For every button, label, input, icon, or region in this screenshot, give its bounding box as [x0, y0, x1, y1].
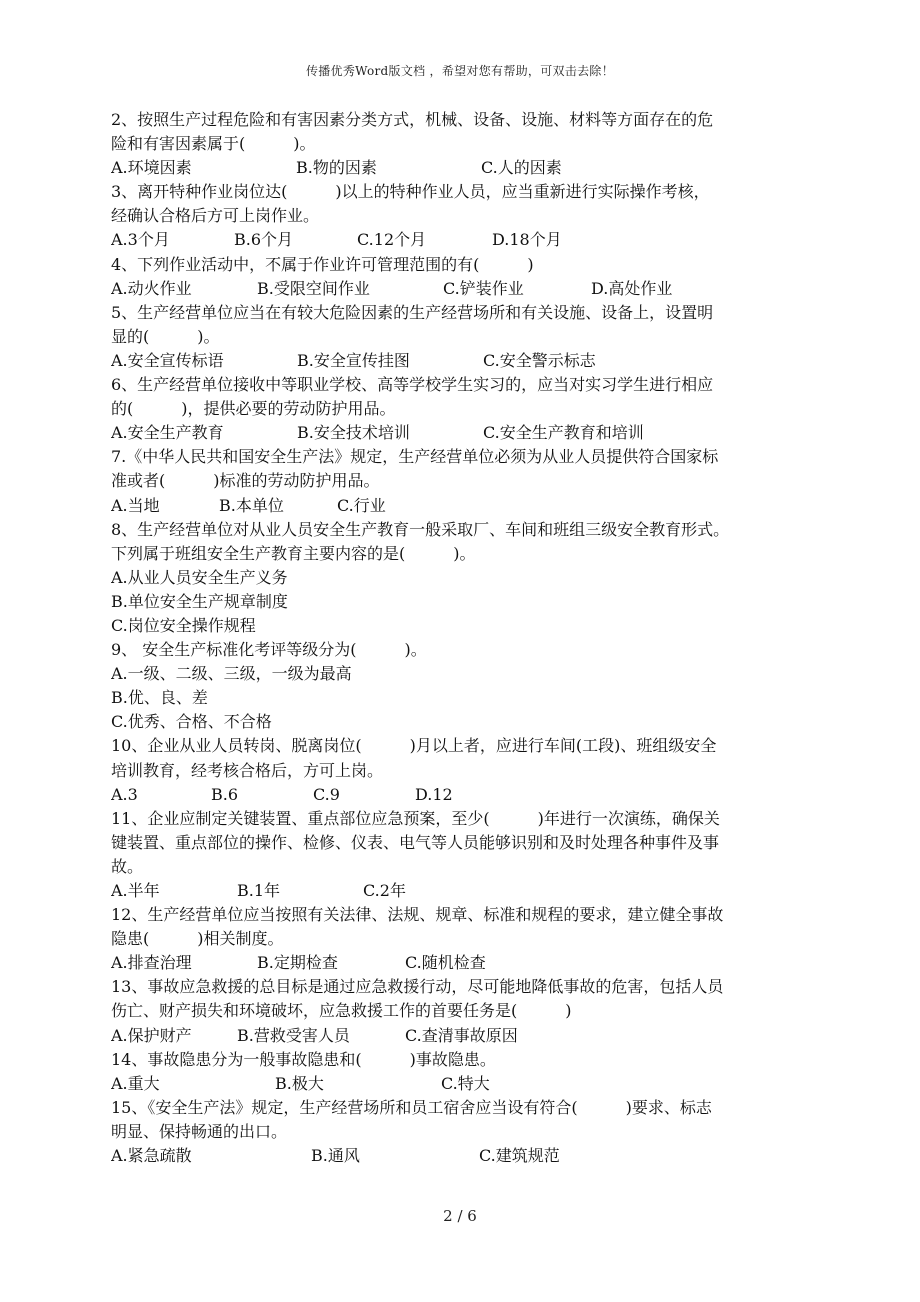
answer-options [111, 228, 815, 252]
answer-option: B.安全技术培训 [297, 423, 410, 443]
question-stem-continued: 准或者( )标准的劳动防护用品。 [111, 471, 380, 491]
answer-option: B.本单位 [219, 495, 284, 515]
question-stem-continued: 险和有害因素属于( )。 [111, 134, 316, 154]
answer-options [111, 156, 815, 180]
answer-option: A.3个月 [111, 230, 170, 250]
question-item [111, 373, 815, 445]
question-stem: 14、事故隐患分为一般事故隐患和( )事故隐患。 [111, 1049, 496, 1069]
answer-option: B.极大 [275, 1073, 324, 1093]
answer-option: C.岗位安全操作规程 [111, 615, 256, 635]
question-stem: 10、企业从业人员转岗、脱离岗位( )月以上者，应进行车间(工段)、班组级安全 [111, 736, 717, 756]
answer-option: C.人的因素 [481, 158, 562, 178]
answer-option: C.建筑规范 [479, 1146, 560, 1166]
answer-option: B.1年 [237, 881, 281, 900]
answer-option: C.9 [313, 784, 340, 804]
answer-option: C.特大 [441, 1073, 490, 1093]
answer-option: A.一级、二级、三级，一级为最高 [111, 664, 352, 684]
answer-options [111, 566, 815, 590]
question-stem-continued: 故。 [111, 856, 144, 876]
answer-option: A.安全生产教育 [111, 423, 224, 443]
question-stem: 9、 安全生产标准化考评等级分为( )。 [111, 640, 427, 660]
answer-option: A.排查治理 [111, 953, 192, 973]
answer-options [111, 662, 815, 686]
answer-option: D.12 [415, 784, 453, 804]
question-item [111, 180, 815, 252]
question-stem: 3、离开特种作业岗位达( )以上的特种作业人员，应当重新进行实际操作考核， [111, 182, 710, 202]
question-stem: 11、企业应制定关键装置、重点部位应急预案，至少( )年进行一次演练，确保关 [111, 808, 720, 828]
question-item [111, 807, 815, 903]
answer-option: C.2年 [363, 881, 406, 900]
question-stem-continued: 键装置、重点部位的操作、检修、仪表、电气等人员能够识别和及时处理各种事件及事 [111, 832, 720, 852]
answer-option: C.行业 [337, 495, 386, 515]
answer-option: B.6 [211, 784, 239, 804]
question-stem: 6、生产经营单位接收中等职业学校、高等学校学生实习的，应当对实习学生进行相应 [111, 375, 714, 395]
answer-options [111, 1144, 815, 1168]
answer-options [111, 1024, 815, 1048]
answer-options [111, 1072, 815, 1096]
answer-option: B.营救受害人员 [237, 1025, 350, 1045]
question-stem-continued: 显的( )。 [111, 326, 220, 346]
question-list [111, 108, 815, 1168]
question-stem-continued: 下列属于班组安全生产教育主要内容的是( )。 [111, 543, 476, 563]
answer-option: A.半年 [111, 881, 160, 900]
question-stem: 13、事故应急救援的总目标是通过应急救援行动，尽可能地降低事故的危害，包括人员 [111, 977, 724, 997]
question-item [111, 638, 815, 734]
answer-option: C.安全生产教育和培训 [483, 423, 644, 443]
question-item [111, 108, 815, 180]
answer-option: C.12个月 [357, 230, 427, 250]
question-stem-continued: 经确认合格后方可上岗作业。 [111, 206, 320, 226]
question-stem-continued: 隐患( )相关制度。 [111, 929, 284, 949]
answer-option: B.定期检查 [257, 953, 338, 973]
answer-option: D.18个月 [492, 230, 562, 250]
answer-option: B.6个月 [234, 230, 294, 250]
answer-option: A.紧急疏散 [111, 1146, 192, 1166]
answer-options [111, 951, 815, 975]
question-item [111, 518, 815, 638]
question-stem: 15、《安全生产法》规定，生产经营场所和员工宿舍应当设有符合( )要求、标志 [111, 1097, 712, 1117]
answer-option: B.受限空间作业 [257, 278, 370, 298]
question-stem: 2、按照生产过程危险和有害因素分类方式，机械、设备、设施、材料等方面存在的危 [111, 110, 714, 129]
question-stem: 4、下列作业活动中，不属于作业许可管理范围的有( ) [111, 254, 534, 274]
question-stem-continued: 伤亡、财产损失和环境破坏，应急救援工作的首要任务是( ) [111, 1001, 572, 1021]
answer-options [111, 421, 815, 445]
answer-option: A.环境因素 [111, 158, 192, 178]
question-item [111, 253, 815, 301]
question-stem: 5、生产经营单位应当在有较大危险因素的生产经营场所和有关设施、设备上，设置明 [111, 302, 714, 322]
answer-option: C.安全警示标志 [483, 350, 596, 370]
question-stem-continued: 明显、保持畅通的出口。 [111, 1121, 288, 1141]
answer-option: C.铲装作业 [443, 278, 524, 298]
answer-options [111, 349, 815, 373]
question-stem: 7.《中华人民共和国安全生产法》规定，生产经营单位必须为从业人员提供符合国家标 [111, 447, 719, 467]
answer-option: A.当地 [111, 495, 160, 515]
answer-option: A.3 [111, 784, 138, 804]
answer-option: A.从业人员安全生产义务 [111, 567, 288, 587]
question-item [111, 1096, 815, 1168]
question-item [111, 445, 815, 517]
answer-options [111, 783, 815, 807]
question-item [111, 1048, 815, 1096]
answer-option: A.动火作业 [111, 278, 192, 298]
answer-option: A.保护财产 [111, 1025, 192, 1045]
answer-options [111, 879, 815, 903]
question-item [111, 301, 815, 373]
answer-option: A.安全宣传标语 [111, 350, 224, 370]
question-stem-continued: 的( )，提供必要的劳动防护用品。 [111, 399, 396, 419]
question-stem: 8、生产经营单位对从业人员安全生产教育一般采取厂、车间和班组三级安全教育形式。 [111, 519, 730, 539]
answer-option: D.高处作业 [591, 278, 673, 298]
question-stem: 12、生产经营单位应当按照有关法律、法规、规章、标准和规程的要求，建立健全事故 [111, 905, 724, 925]
page-header-watermark: 传播优秀Word版文档 ，希望对您有帮助，可双击去除！ [305, 64, 615, 78]
question-item [111, 903, 815, 975]
answer-options [111, 494, 815, 518]
answer-option: C.随机检查 [405, 953, 486, 973]
answer-option: C.优秀、合格、不合格 [111, 712, 272, 732]
answer-options [111, 277, 815, 301]
question-item [111, 734, 815, 806]
question-item [111, 975, 815, 1047]
answer-option: B.物的因素 [296, 158, 377, 178]
answer-option: B.通风 [311, 1146, 360, 1166]
answer-option: A.重大 [111, 1073, 160, 1093]
answer-option: C.查清事故原因 [405, 1025, 518, 1045]
page-number: 2 / 6 [443, 1207, 477, 1225]
answer-option: B.优、良、差 [111, 688, 208, 708]
question-stem-continued: 培训教育，经考核合格后，方可上岗。 [111, 760, 384, 780]
answer-option: B.安全宣传挂图 [297, 350, 410, 370]
answer-option: B.单位安全生产规章制度 [111, 591, 288, 611]
